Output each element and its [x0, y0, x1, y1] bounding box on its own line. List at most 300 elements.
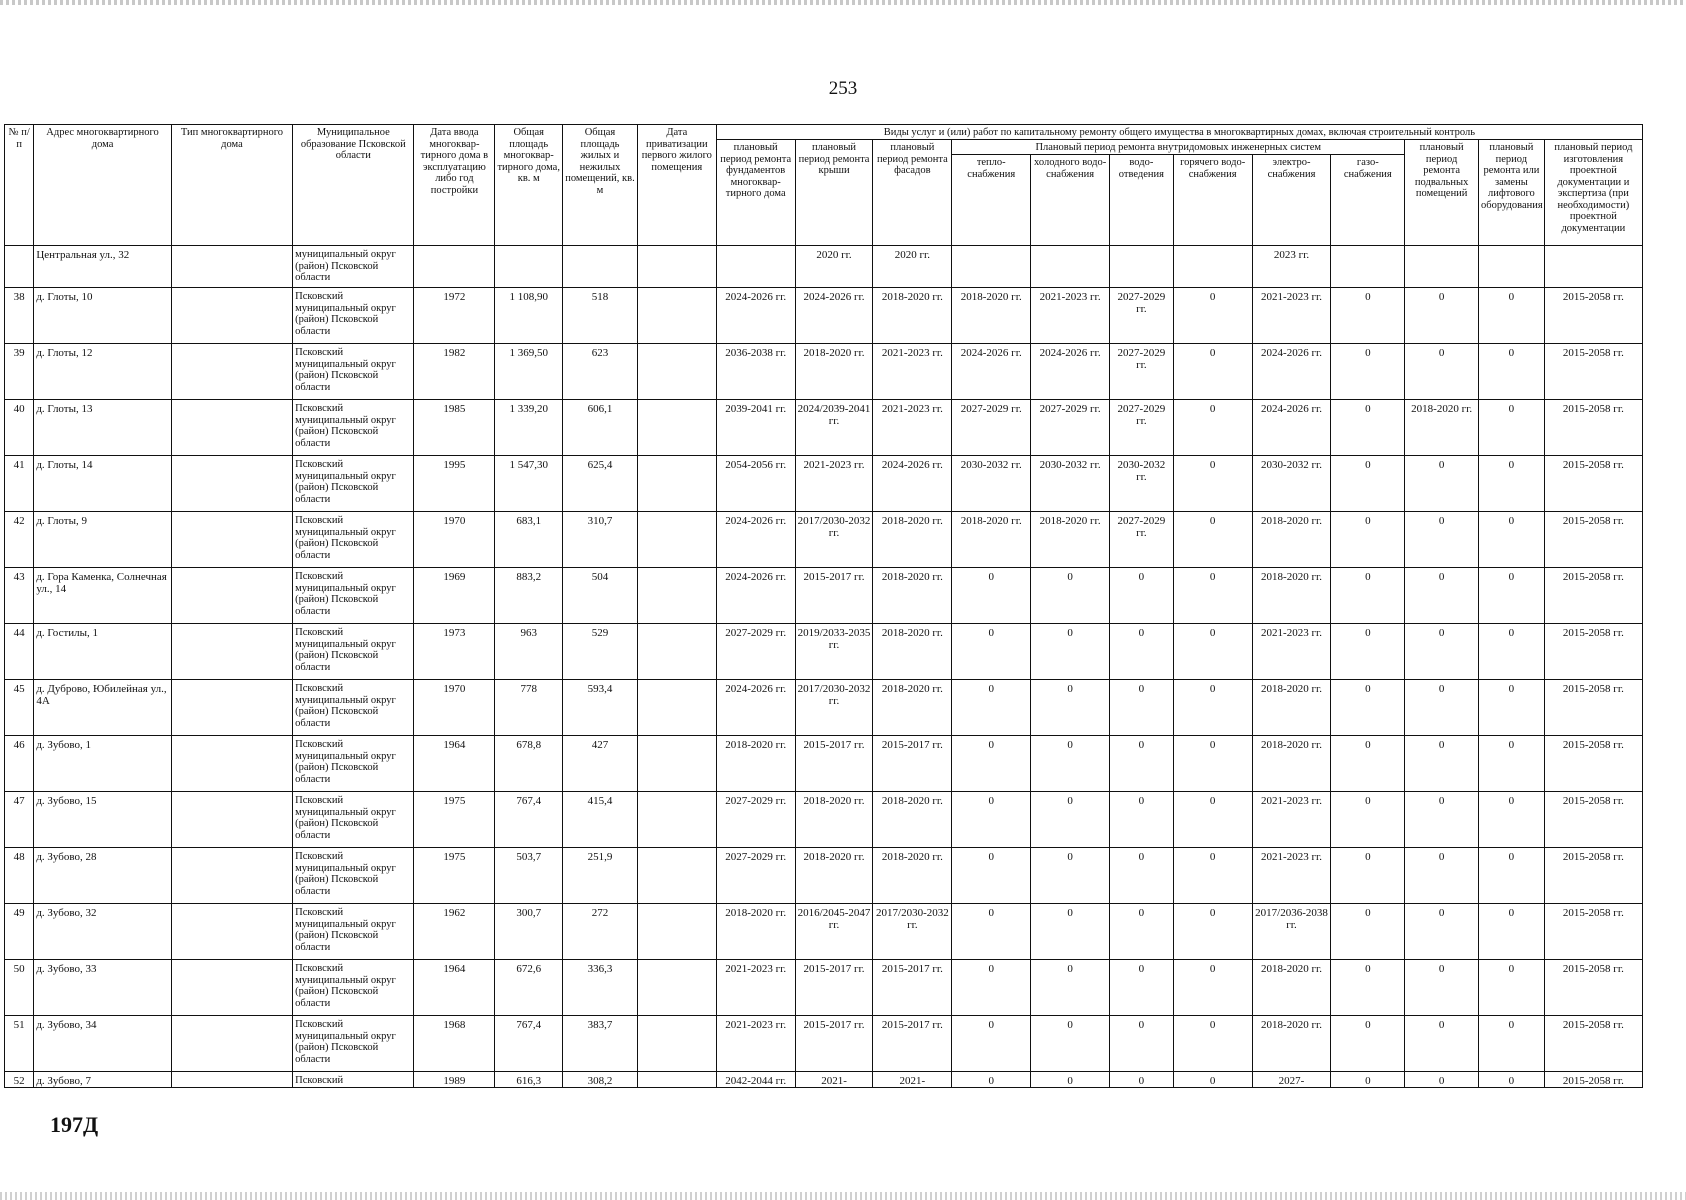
cell-design-docs: 2015-2058 гг. — [1544, 624, 1642, 680]
cell-address: д. Гора Каменка, Солнечная ул., 14 — [34, 568, 172, 624]
cell-total-area: 1 339,20 — [495, 400, 563, 456]
cell-sewage: 0 — [1110, 1016, 1174, 1072]
cell-gas: 0 — [1331, 624, 1405, 680]
cell-heat: 0 — [952, 904, 1031, 960]
cell-gas: 0 — [1331, 680, 1405, 736]
cell-facade: 2015-2017 гг. — [873, 1016, 952, 1072]
cell-design-docs: 2015-2058 гг. — [1544, 1016, 1642, 1072]
table-row — [5, 848, 1643, 904]
cell-address: д. Дуброво, Юбилейная ул., 4А — [34, 680, 172, 736]
cell-gas: 0 — [1331, 456, 1405, 512]
cell-heat: 0 — [952, 680, 1031, 736]
cell-hot-water: 0 — [1173, 680, 1252, 736]
cell-address: д. Глоты, 14 — [34, 456, 172, 512]
cell-facade: 2021-2023 гг. — [873, 400, 952, 456]
cell-num: 42 — [5, 512, 34, 568]
header-roof: плановый период ремонта крыши — [795, 140, 873, 246]
cell-cold-water: 0 — [1031, 680, 1110, 736]
table-row — [5, 568, 1643, 624]
cell-type — [171, 792, 292, 848]
cell-cold-water: 0 — [1031, 904, 1110, 960]
header-num: № п/п — [5, 125, 34, 246]
cell-heat: 2030-2032 гг. — [952, 456, 1031, 512]
cell-address: д. Зубово, 15 — [34, 792, 172, 848]
cell-sewage — [1110, 246, 1174, 288]
capital-repair-table — [4, 124, 1643, 1088]
cell-municipality: Псковский муниципальный округ (район) Псковской области — [293, 624, 414, 680]
table-row — [5, 960, 1643, 1016]
cell-electric: 2027- — [1252, 1072, 1331, 1088]
cell-address: д. Гостилы, 1 — [34, 624, 172, 680]
cell-gas: 0 — [1331, 848, 1405, 904]
cell-type — [171, 456, 292, 512]
cell-living-area: 251,9 — [563, 848, 638, 904]
cell-privatization — [637, 568, 716, 624]
cell-type — [171, 246, 292, 288]
cell-cold-water: 0 — [1031, 792, 1110, 848]
cell-heat: 0 — [952, 1072, 1031, 1088]
cell-date: 1985 — [414, 400, 495, 456]
cell-roof: 2015-2017 гг. — [795, 1016, 873, 1072]
cell-facade: 2018-2020 гг. — [873, 680, 952, 736]
cell-cold-water: 0 — [1031, 1016, 1110, 1072]
cell-gas: 0 — [1331, 344, 1405, 400]
cell-date: 1970 — [414, 680, 495, 736]
cell-date: 1989 — [414, 1072, 495, 1088]
cell-municipality: Псковский муниципальный округ (район) Псковской области — [293, 568, 414, 624]
cell-electric: 2030-2032 гг. — [1252, 456, 1331, 512]
cell-basement: 0 — [1405, 1072, 1479, 1088]
cell-total-area: 963 — [495, 624, 563, 680]
table-row — [5, 456, 1643, 512]
header-date-commission: Дата ввода многоквар-тирного дома в эксплуатацию либо год постройки — [414, 125, 495, 246]
cell-address: д. Зубово, 7 — [34, 1072, 172, 1088]
cell-basement: 0 — [1405, 344, 1479, 400]
cell-elevator: 0 — [1479, 624, 1545, 680]
cell-num: 40 — [5, 400, 34, 456]
cell-electric: 2017/2036-2038 гг. — [1252, 904, 1331, 960]
cell-hot-water: 0 — [1173, 288, 1252, 344]
cell-num: 47 — [5, 792, 34, 848]
cell-roof: 2021-2023 гг. — [795, 456, 873, 512]
table-row — [5, 344, 1643, 400]
cell-elevator: 0 — [1479, 792, 1545, 848]
cell-date: 1972 — [414, 288, 495, 344]
table-row — [5, 1016, 1643, 1072]
cell-date: 1968 — [414, 1016, 495, 1072]
cell-date: 1975 — [414, 792, 495, 848]
cell-hot-water: 0 — [1173, 1016, 1252, 1072]
cell-living-area: 308,2 — [563, 1072, 638, 1088]
cell-sewage: 0 — [1110, 904, 1174, 960]
cell-foundation: 2036-2038 гг. — [716, 344, 795, 400]
cell-municipality: Псковский муниципальный округ (район) Псковской области — [293, 960, 414, 1016]
cell-living-area: 336,3 — [563, 960, 638, 1016]
cell-sewage: 2027-2029 гг. — [1110, 288, 1174, 344]
cell-municipality: Псковский муниципальный округ (район) Псковской области — [293, 400, 414, 456]
cell-cold-water: 2027-2029 гг. — [1031, 400, 1110, 456]
cell-roof: 2015-2017 гг. — [795, 960, 873, 1016]
cell-privatization — [637, 1072, 716, 1088]
cell-living-area: 623 — [563, 344, 638, 400]
cell-facade: 2018-2020 гг. — [873, 568, 952, 624]
cell-roof: 2015-2017 гг. — [795, 736, 873, 792]
table-row — [5, 400, 1643, 456]
cell-sewage: 0 — [1110, 680, 1174, 736]
cell-hot-water: 0 — [1173, 512, 1252, 568]
cell-address: д. Глоты, 10 — [34, 288, 172, 344]
cell-hot-water — [1173, 246, 1252, 288]
cell-privatization — [637, 904, 716, 960]
cell-electric: 2018-2020 гг. — [1252, 512, 1331, 568]
cell-heat: 2018-2020 гг. — [952, 288, 1031, 344]
cell-elevator: 0 — [1479, 1072, 1545, 1088]
cell-roof: 2024-2026 гг. — [795, 288, 873, 344]
cell-design-docs: 2015-2058 гг. — [1544, 736, 1642, 792]
cell-type — [171, 1072, 292, 1088]
cell-basement: 0 — [1405, 792, 1479, 848]
cell-design-docs: 2015-2058 гг. — [1544, 568, 1642, 624]
cell-foundation: 2024-2026 гг. — [716, 512, 795, 568]
cell-address: д. Зубово, 34 — [34, 1016, 172, 1072]
cell-living-area: 518 — [563, 288, 638, 344]
cell-type — [171, 848, 292, 904]
cell-sewage: 2027-2029 гг. — [1110, 344, 1174, 400]
cell-date: 1995 — [414, 456, 495, 512]
cell-hot-water: 0 — [1173, 1072, 1252, 1088]
cell-hot-water: 0 — [1173, 736, 1252, 792]
cell-date: 1970 — [414, 512, 495, 568]
cell-basement: 0 — [1405, 624, 1479, 680]
table-row — [5, 1072, 1643, 1088]
cell-municipality: Псковский муниципальный округ (район) Псковской области — [293, 792, 414, 848]
header-elevator: плановый период ремонта или замены лифтового оборудования — [1479, 140, 1545, 246]
header-privatization: Дата приватизации первого жилого помещения — [637, 125, 716, 246]
cell-address: д. Зубово, 33 — [34, 960, 172, 1016]
cell-num: 46 — [5, 736, 34, 792]
cell-cold-water: 0 — [1031, 1072, 1110, 1088]
cell-electric: 2018-2020 гг. — [1252, 960, 1331, 1016]
cell-privatization — [637, 960, 716, 1016]
cell-living-area: 504 — [563, 568, 638, 624]
cell-elevator: 0 — [1479, 512, 1545, 568]
cell-living-area: 415,4 — [563, 792, 638, 848]
cell-num: 38 — [5, 288, 34, 344]
cell-heat: 2018-2020 гг. — [952, 512, 1031, 568]
cell-num: 49 — [5, 904, 34, 960]
cell-basement: 0 — [1405, 1016, 1479, 1072]
cell-hot-water: 0 — [1173, 344, 1252, 400]
cell-type — [171, 960, 292, 1016]
header-living-area: Общая площадь жилых и нежилых помещений, кв. м — [563, 125, 638, 246]
cell-basement: 0 — [1405, 680, 1479, 736]
cell-cold-water: 2024-2026 гг. — [1031, 344, 1110, 400]
cell-basement: 2018-2020 гг. — [1405, 400, 1479, 456]
cell-basement: 0 — [1405, 456, 1479, 512]
cell-facade: 2017/2030-2032 гг. — [873, 904, 952, 960]
cell-sewage: 0 — [1110, 624, 1174, 680]
cell-total-area: 1 369,50 — [495, 344, 563, 400]
cell-address: д. Зубово, 1 — [34, 736, 172, 792]
cell-date: 1964 — [414, 960, 495, 1016]
cell-type — [171, 400, 292, 456]
cell-elevator: 0 — [1479, 904, 1545, 960]
cell-electric: 2018-2020 гг. — [1252, 1016, 1331, 1072]
cell-municipality: Псковский муниципальный округ (район) Псковской области — [293, 736, 414, 792]
cell-roof: 2016/2045-2047 гг. — [795, 904, 873, 960]
cell-living-area — [563, 246, 638, 288]
cell-living-area: 427 — [563, 736, 638, 792]
cell-living-area: 625,4 — [563, 456, 638, 512]
cell-privatization — [637, 400, 716, 456]
cell-gas: 0 — [1331, 288, 1405, 344]
cell-total-area: 1 547,30 — [495, 456, 563, 512]
cell-total-area: 778 — [495, 680, 563, 736]
cell-type — [171, 288, 292, 344]
cell-address: д. Глоты, 13 — [34, 400, 172, 456]
cell-total-area: 1 108,90 — [495, 288, 563, 344]
header-municipality: Муниципальное образование Псковской области — [293, 125, 414, 246]
cell-elevator: 0 — [1479, 288, 1545, 344]
table-row — [5, 246, 1643, 288]
cell-municipality: муниципальный округ (район) Псковской области — [293, 246, 414, 288]
cell-address: д. Зубово, 28 — [34, 848, 172, 904]
cell-living-area: 383,7 — [563, 1016, 638, 1072]
table-body — [5, 246, 1643, 1088]
cell-elevator: 0 — [1479, 568, 1545, 624]
cell-privatization — [637, 288, 716, 344]
header-cold-water: холодного водо-снабжения — [1031, 155, 1110, 246]
cell-cold-water: 0 — [1031, 568, 1110, 624]
cell-heat: 0 — [952, 1016, 1031, 1072]
cell-municipality: Псковский муниципальный округ (район) Псковской области — [293, 344, 414, 400]
header-address: Адрес многоквартирного дома — [34, 125, 172, 246]
table-row — [5, 904, 1643, 960]
cell-privatization — [637, 848, 716, 904]
cell-heat: 2027-2029 гг. — [952, 400, 1031, 456]
cell-living-area: 310,7 — [563, 512, 638, 568]
cell-type — [171, 680, 292, 736]
cell-foundation: 2021-2023 гг. — [716, 1016, 795, 1072]
cell-date — [414, 246, 495, 288]
table-row — [5, 792, 1643, 848]
cell-privatization — [637, 680, 716, 736]
cell-facade: 2024-2026 гг. — [873, 456, 952, 512]
cell-date: 1975 — [414, 848, 495, 904]
cell-electric: 2018-2020 гг. — [1252, 680, 1331, 736]
cell-sewage: 0 — [1110, 736, 1174, 792]
cell-basement: 0 — [1405, 288, 1479, 344]
cell-num: 43 — [5, 568, 34, 624]
cell-date: 1982 — [414, 344, 495, 400]
cell-cold-water — [1031, 246, 1110, 288]
cell-sewage: 0 — [1110, 1072, 1174, 1088]
cell-hot-water: 0 — [1173, 400, 1252, 456]
cell-gas: 0 — [1331, 1072, 1405, 1088]
cell-basement: 0 — [1405, 848, 1479, 904]
cell-gas: 0 — [1331, 1016, 1405, 1072]
header-engineering-group: Плановый период ремонта внутридомовых инженерных систем — [952, 140, 1405, 155]
cell-num: 41 — [5, 456, 34, 512]
cell-date: 1964 — [414, 736, 495, 792]
cell-design-docs: 2015-2058 гг. — [1544, 848, 1642, 904]
cell-elevator: 0 — [1479, 1016, 1545, 1072]
cell-foundation: 2039-2041 гг. — [716, 400, 795, 456]
cell-type — [171, 736, 292, 792]
cell-facade: 2018-2020 гг. — [873, 848, 952, 904]
cell-num: 45 — [5, 680, 34, 736]
cell-sewage: 2027-2029 гг. — [1110, 512, 1174, 568]
cell-design-docs: 2015-2058 гг. — [1544, 288, 1642, 344]
cell-electric: 2021-2023 гг. — [1252, 848, 1331, 904]
cell-address: д. Глоты, 9 — [34, 512, 172, 568]
cell-heat: 0 — [952, 848, 1031, 904]
cell-num: 50 — [5, 960, 34, 1016]
cell-privatization — [637, 736, 716, 792]
cell-roof: 2020 гг. — [795, 246, 873, 288]
cell-foundation: 2042-2044 гг. — [716, 1072, 795, 1088]
page-number: 253 — [828, 78, 858, 99]
cell-gas: 0 — [1331, 792, 1405, 848]
cell-elevator: 0 — [1479, 456, 1545, 512]
cell-facade: 2015-2017 гг. — [873, 960, 952, 1016]
cell-municipality: Псковский муниципальный округ (район) Псковской области — [293, 1016, 414, 1072]
cell-electric: 2024-2026 гг. — [1252, 400, 1331, 456]
cell-roof: 2017/2030-2032 гг. — [795, 680, 873, 736]
cell-address: д. Глоты, 12 — [34, 344, 172, 400]
cell-total-area: 683,1 — [495, 512, 563, 568]
cell-heat: 0 — [952, 568, 1031, 624]
cell-foundation: 2021-2023 гг. — [716, 960, 795, 1016]
cell-foundation: 2054-2056 гг. — [716, 456, 795, 512]
header-gas: газо-снабжения — [1331, 155, 1405, 246]
cell-cold-water: 0 — [1031, 960, 1110, 1016]
cell-type — [171, 344, 292, 400]
header-type: Тип многоквартирного дома — [171, 125, 292, 246]
cell-elevator: 0 — [1479, 736, 1545, 792]
cell-gas: 0 — [1331, 400, 1405, 456]
cell-type — [171, 568, 292, 624]
cell-elevator: 0 — [1479, 848, 1545, 904]
cell-design-docs: 2015-2058 гг. — [1544, 512, 1642, 568]
cell-facade: 2018-2020 гг. — [873, 288, 952, 344]
cell-heat: 0 — [952, 792, 1031, 848]
header-electric: электро-снабжения — [1252, 155, 1331, 246]
cell-cold-water: 2030-2032 гг. — [1031, 456, 1110, 512]
cell-electric: 2021-2023 гг. — [1252, 624, 1331, 680]
document-code: 197Д — [50, 1112, 99, 1137]
cell-total-area: 300,7 — [495, 904, 563, 960]
cell-cold-water: 0 — [1031, 848, 1110, 904]
cell-municipality: Псковский муниципальный округ (район) Псковской области — [293, 904, 414, 960]
cell-electric: 2018-2020 гг. — [1252, 568, 1331, 624]
scan-edge-bottom — [0, 1192, 1686, 1200]
cell-elevator: 0 — [1479, 344, 1545, 400]
cell-municipality: Псковский муниципальный округ (район) Псковской области — [293, 848, 414, 904]
cell-basement: 0 — [1405, 568, 1479, 624]
cell-privatization — [637, 246, 716, 288]
cell-living-area: 272 — [563, 904, 638, 960]
cell-num: 51 — [5, 1016, 34, 1072]
cell-heat: 0 — [952, 960, 1031, 1016]
cell-total-area: 672,6 — [495, 960, 563, 1016]
cell-privatization — [637, 456, 716, 512]
cell-roof: 2017/2030-2032 гг. — [795, 512, 873, 568]
cell-municipality: Псковский муниципальный округ (район) Псковской области — [293, 456, 414, 512]
cell-sewage: 0 — [1110, 568, 1174, 624]
cell-electric: 2018-2020 гг. — [1252, 736, 1331, 792]
cell-electric: 2024-2026 гг. — [1252, 344, 1331, 400]
cell-cold-water: 2021-2023 гг. — [1031, 288, 1110, 344]
cell-roof: 2018-2020 гг. — [795, 344, 873, 400]
cell-design-docs — [1544, 246, 1642, 288]
cell-design-docs: 2015-2058 гг. — [1544, 960, 1642, 1016]
cell-basement: 0 — [1405, 512, 1479, 568]
cell-cold-water: 0 — [1031, 736, 1110, 792]
cell-heat: 2024-2026 гг. — [952, 344, 1031, 400]
table-row — [5, 288, 1643, 344]
cell-roof: 2018-2020 гг. — [795, 792, 873, 848]
cell-sewage: 0 — [1110, 792, 1174, 848]
cell-privatization — [637, 1016, 716, 1072]
cell-facade: 2015-2017 гг. — [873, 736, 952, 792]
header-foundation: плановый период ремонта фундаментов многоквар-тирного дома — [716, 140, 795, 246]
cell-num: 48 — [5, 848, 34, 904]
cell-cold-water: 0 — [1031, 624, 1110, 680]
cell-total-area: 678,8 — [495, 736, 563, 792]
cell-gas: 0 — [1331, 736, 1405, 792]
cell-date: 1962 — [414, 904, 495, 960]
cell-basement: 0 — [1405, 736, 1479, 792]
cell-roof: 2019/2033-2035 гг. — [795, 624, 873, 680]
cell-electric: 2021-2023 гг. — [1252, 792, 1331, 848]
cell-living-area: 606,1 — [563, 400, 638, 456]
cell-total-area — [495, 246, 563, 288]
cell-design-docs: 2015-2058 гг. — [1544, 680, 1642, 736]
cell-num: 39 — [5, 344, 34, 400]
header-total-area: Общая площадь многоквар-тирного дома, кв. м — [495, 125, 563, 246]
cell-facade: 2020 гг. — [873, 246, 952, 288]
cell-design-docs: 2015-2058 гг. — [1544, 792, 1642, 848]
cell-hot-water: 0 — [1173, 624, 1252, 680]
cell-facade: 2018-2020 гг. — [873, 792, 952, 848]
cell-elevator: 0 — [1479, 680, 1545, 736]
cell-basement: 0 — [1405, 904, 1479, 960]
cell-municipality: Псковский муниципальный округ (район) Псковской области — [293, 288, 414, 344]
cell-foundation: 2027-2029 гг. — [716, 848, 795, 904]
header-works-group: Виды услуг и (или) работ по капитальному ремонту общего имущества в многоквартирных домах, включая строительный контроль — [716, 125, 1642, 140]
cell-total-area: 616,3 — [495, 1072, 563, 1088]
cell-design-docs: 2015-2058 гг. — [1544, 456, 1642, 512]
cell-privatization — [637, 792, 716, 848]
cell-gas: 0 — [1331, 960, 1405, 1016]
cell-date: 1973 — [414, 624, 495, 680]
cell-date: 1969 — [414, 568, 495, 624]
cell-foundation: 2027-2029 гг. — [716, 792, 795, 848]
cell-electric: 2021-2023 гг. — [1252, 288, 1331, 344]
header-design-docs: плановый период изготовления проектной документации и экспертиза (при необходимости) проектной документации — [1544, 140, 1642, 246]
cell-hot-water: 0 — [1173, 568, 1252, 624]
header-facade: плановый период ремонта фасадов — [873, 140, 952, 246]
cell-roof: 2015-2017 гг. — [795, 568, 873, 624]
table-row — [5, 624, 1643, 680]
cell-heat: 0 — [952, 736, 1031, 792]
scan-edge-top — [0, 0, 1686, 5]
cell-hot-water: 0 — [1173, 960, 1252, 1016]
cell-sewage: 2030-2032 гг. — [1110, 456, 1174, 512]
cell-foundation: 2024-2026 гг. — [716, 288, 795, 344]
cell-privatization — [637, 512, 716, 568]
